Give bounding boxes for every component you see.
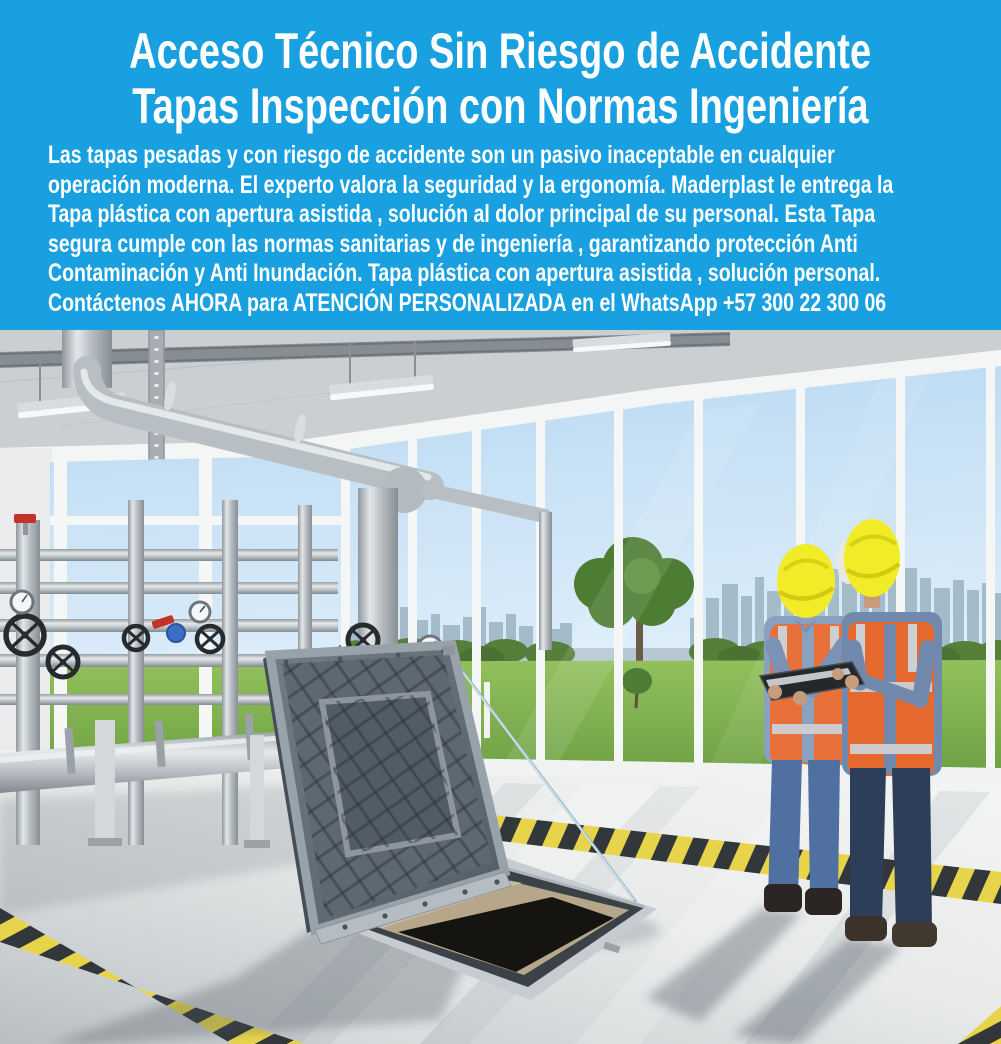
paragraph-line: Tapa plástica con apertura asistida , solución al dolor principal de su personal. Esta Tapa [48,200,876,228]
facility-photo [0,330,1001,1044]
cable-anchor [443,646,456,656]
headline-line1-text: Acceso Técnico Sin Riesgo de Accidente [129,23,872,79]
worker-left-jeans [768,760,802,898]
paragraph-line: Contaminación y Anti Inundación. Tapa plástica con apertura asistida , solución personal. [48,259,881,287]
worker-left-head-censored [777,544,835,618]
paragraph-line: Las tapas pesadas y con riesgo de accidente son un pasivo inaceptable en cualquier [48,141,835,169]
headline-line1 [0,24,1001,79]
worker-left-boot [764,884,802,912]
paragraph-line: segura cumple con las normas sanitarias y de ingeniería , garantizando protección Anti [48,229,858,258]
worker-right-pants [850,768,886,924]
lawn-post [484,682,490,738]
worker-right-shoe [845,916,887,941]
headline [0,0,1001,134]
headline-line2 [0,79,1001,134]
banner-paragraph [0,141,1001,318]
headline-line2-text: Tapas Inspección con Normas Ingeniería [132,78,869,134]
paragraph-line-whatsapp: Contáctenos AHORA para ATENCIÓN PERSONALIZADA en el WhatsApp +57 300 22 300 06 [48,288,887,317]
paragraph-line: operación moderna. El experto valora la seguridad y la ergonomía. Maderplast le entrega la [48,170,894,199]
blue-valve [167,624,185,642]
promo-banner [0,0,1001,330]
